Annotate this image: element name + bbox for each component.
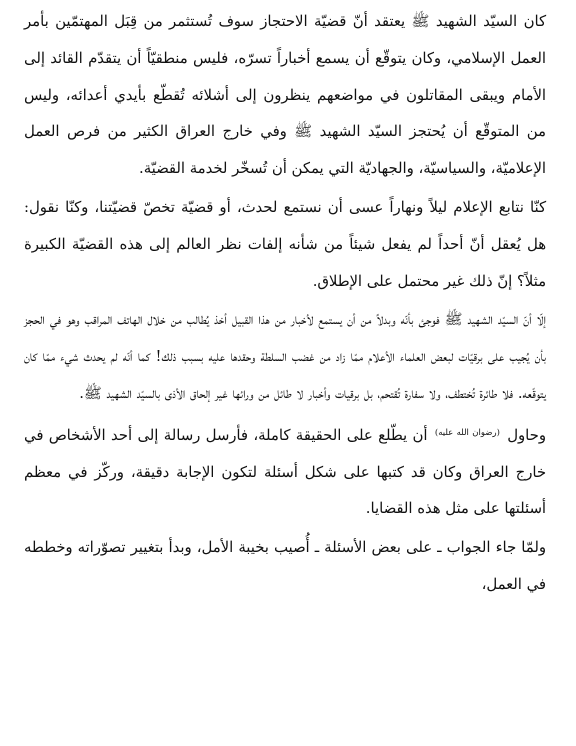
paragraph-4 xyxy=(24,415,546,528)
paragraph-1: كان السيّد الشهيد ﷺ يعتقد أنّ قضيّة الاحتجاز سوف تُستثمر من قِبَل المهتمّين بأمر العمل الإسلامي، وكان يتوقّع أن يسمع أخباراً تسرّه، فليس منطقيّاً أن يتقدّم القائد إلى الأمام ويبقى المقاتلون في مواضعهم ينظرون إلى أشلائه تُقطّع بأيدي أعدائه، وليس من المتوقّع أن يُحتجز السيّد الشهيد ﷺ وفي خارج العراق الكثير من فرص العمل الإعلاميّة، والسياسيّة، والجهاديّة التي يمكن أن تُسخّر لخدمة القضيّة. xyxy=(24,13,546,178)
paragraph-2: كنّا نتابع الإعلام ليلاً ونهاراً عسى أن نستمع لحدث، أو قضيّة تخصّ قضيّتنا، وكنّا نقول: هل يُعقل أنّ أحداً لم يفعل شيئاً من شأنه إلفات نظر العالم إلى هذه القضيّة الكبيرة مثلاً؟ إنّ ذلك غير محتمل على الإطلاق. xyxy=(24,198,546,290)
honorific-note: (رضوان الله عليه) xyxy=(434,427,500,438)
paragraph-4-rest: أن يطّلع على الحقيقة كاملة، فأرسل رسالة إلى أحد الأشخاص في خارج العراق وكان قد كتبها على شكل أسئلة لتكون الإجابة دقيقة، وركّز في معظم أسئلتها على مثل هذه القضايا. xyxy=(24,426,546,518)
paragraph-4-start: وحاول xyxy=(507,426,546,444)
paragraph-3: إلّا أنّ السيّد الشهيد ﷺ فوجئ بأنّه وبدلاً من أن يستمع لأخبار من هذا القبيل أخذ يُطالب من خلال الهاتف المراقب وهو في الحجز بأن يُجيب على برقيّات لبعض العلماء الأعلام ممّا زاد من غضب السلطة وحقدها عليه بسبب ذلك! كما أنّه لم يحدث شيء ممّا كان يتوقّعه. فلا طائرة تُختطف، ولا سفارة تُقتحم، بل برقيات وأخبار لا طائل من ورائها غير إلحاق الأذى بالسيّد الشهيد ﷺ. xyxy=(24,311,546,402)
paragraph-5: ولمّا جاء الجواب ـ على بعض الأسئلة ـ أُصيب بخيبة الأمل، وبدأ بتغيير تصوّراته وخططه في العمل، xyxy=(24,539,546,593)
